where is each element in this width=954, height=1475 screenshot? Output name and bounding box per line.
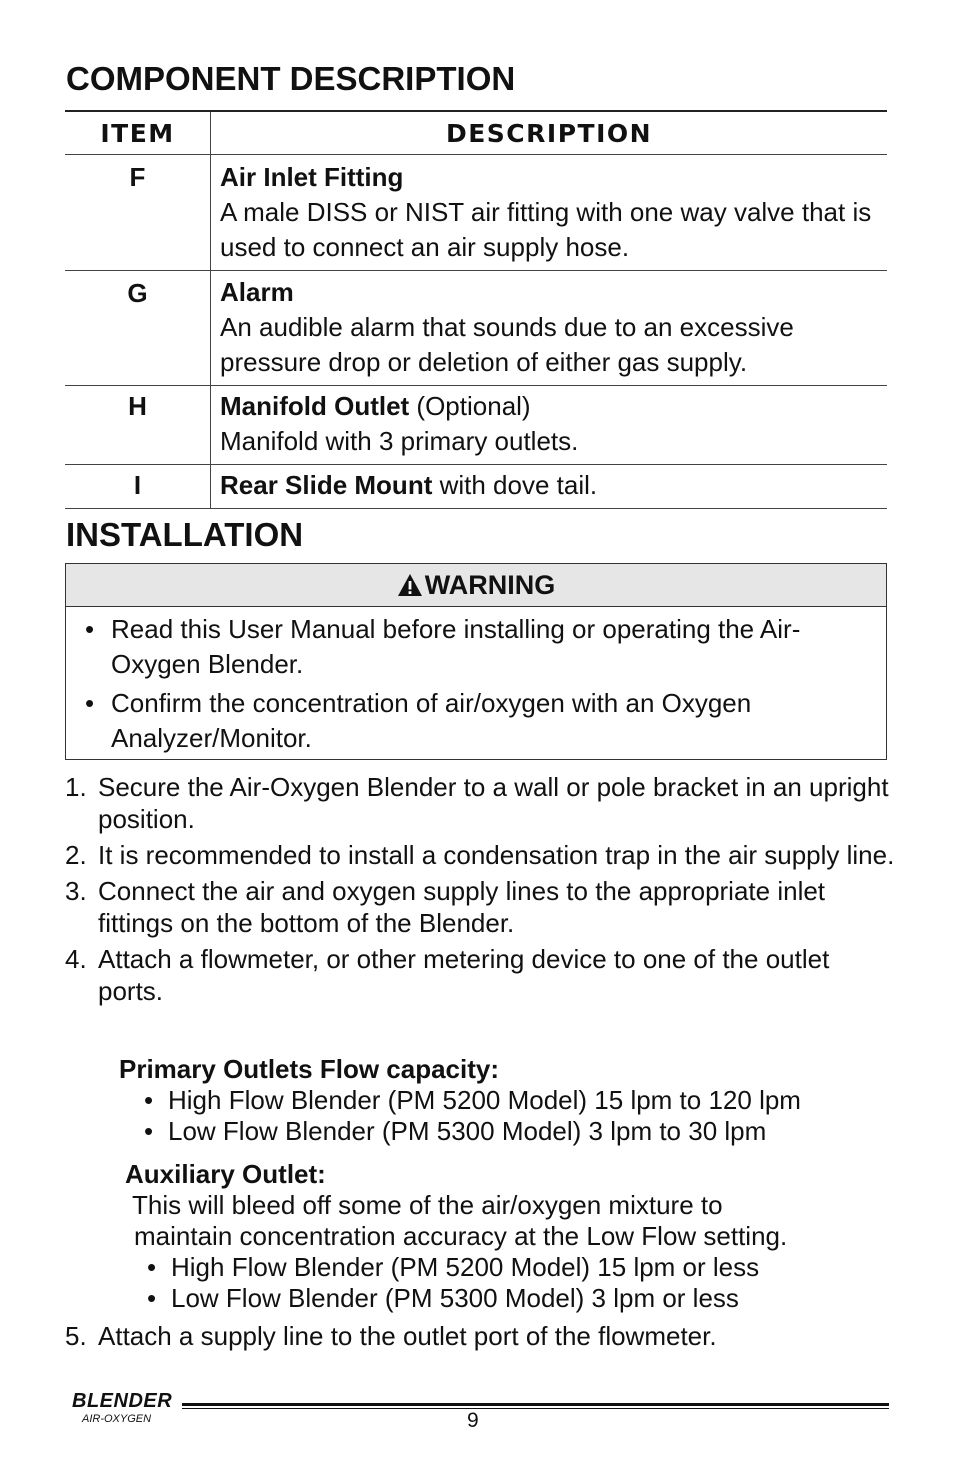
list-item xyxy=(65,839,895,871)
table-row xyxy=(65,386,887,465)
item-description xyxy=(211,155,888,271)
list-item xyxy=(65,771,895,835)
warning-header xyxy=(66,564,886,607)
footer-logo-subtitle: AIR-OXYGEN xyxy=(82,1413,152,1425)
item-column-header: ITEM xyxy=(65,111,211,155)
bullet: • xyxy=(147,1283,157,1313)
item-description xyxy=(211,386,888,465)
installation-title: INSTALLATION xyxy=(66,516,304,553)
component-suffix: (Optional) xyxy=(409,391,531,421)
item-letter: F xyxy=(65,155,211,271)
list-item xyxy=(66,612,886,682)
component-name: Alarm xyxy=(220,277,294,307)
list-item xyxy=(65,1320,895,1352)
page-number: 9 xyxy=(467,1409,479,1432)
page-footer xyxy=(70,1390,890,1430)
item-letter: G xyxy=(65,271,211,386)
bullet: • xyxy=(147,1252,157,1282)
warning-label: WARNING xyxy=(424,569,556,600)
auxiliary-outlet-heading: Auxiliary Outlet: xyxy=(125,1159,326,1189)
item-letter: I xyxy=(65,465,211,509)
list-item xyxy=(65,875,895,939)
component-name: Air Inlet Fitting xyxy=(220,162,404,192)
bullet: • xyxy=(85,614,95,644)
table-row xyxy=(65,465,887,509)
bullet-text: High Flow Blender (PM 5200 Model) 15 lpm or less xyxy=(171,1252,760,1282)
step-text: Attach a supply line to the outlet port of the flowmeter. xyxy=(98,1321,717,1351)
table-row xyxy=(65,271,887,386)
step-number: 3. xyxy=(65,876,87,906)
warning-text: Read this User Manual before installing or operating the Air-Oxygen Blender. xyxy=(111,614,801,679)
list-item xyxy=(144,1085,801,1116)
component-name: Rear Slide Mount xyxy=(220,470,433,500)
list-item xyxy=(66,686,886,756)
bullet: • xyxy=(144,1116,154,1146)
step-text: Secure the Air-Oxygen Blender to a wall or pole bracket in an upright position. xyxy=(98,772,889,834)
step-text: It is recommended to install a condensation trap in the air supply line. xyxy=(98,840,895,870)
component-description-title: COMPONENT DESCRIPTION xyxy=(66,60,516,97)
component-text: A male DISS or NIST air fitting with one way valve that is used to connect an air supply hose. xyxy=(220,197,872,262)
list-item xyxy=(65,943,888,1007)
component-table xyxy=(65,110,887,509)
warning-text: Confirm the concentration of air/oxygen with an Oxygen Analyzer/Monitor. xyxy=(111,688,752,753)
warning-triangle-icon xyxy=(397,573,423,597)
footer-rule-thin xyxy=(182,1408,889,1409)
step-number: 4. xyxy=(65,944,87,974)
component-text: Manifold with 3 primary outlets. xyxy=(220,426,579,456)
component-text: An audible alarm that sounds due to an excessive pressure drop or deletion of either gas supply. xyxy=(220,312,794,377)
step-text: Connect the air and oxygen supply lines to the appropriate inlet fittings on the bottom of the Blender. xyxy=(98,876,826,938)
installation-steps-continued xyxy=(65,1320,895,1356)
description-column-header: DESCRIPTION xyxy=(211,111,888,155)
auxiliary-text-line: maintain concentration accuracy at the Low Flow setting. xyxy=(134,1221,788,1251)
table-row xyxy=(65,155,887,271)
list-item xyxy=(147,1252,787,1283)
warning-box xyxy=(65,563,887,760)
auxiliary-outlet-section xyxy=(125,1159,787,1314)
component-suffix: with dove tail. xyxy=(432,470,598,500)
list-item xyxy=(147,1283,787,1314)
bullet-text: Low Flow Blender (PM 5300 Model) 3 lpm to 30 lpm xyxy=(168,1116,767,1146)
step-number: 2. xyxy=(65,840,87,870)
component-name: Manifold Outlet xyxy=(220,391,410,421)
primary-outlets-heading: Primary Outlets Flow capacity: xyxy=(119,1054,500,1084)
list-item xyxy=(144,1116,801,1147)
bullet: • xyxy=(144,1085,154,1115)
step-number: 1. xyxy=(65,772,87,802)
auxiliary-text-line: This will bleed off some of the air/oxygen mixture to xyxy=(132,1190,723,1220)
warning-list xyxy=(66,607,886,756)
item-description xyxy=(211,465,888,509)
installation-steps xyxy=(65,771,895,1011)
bullet: • xyxy=(85,688,95,718)
item-description xyxy=(211,271,888,386)
footer-logo: BLENDER xyxy=(72,1390,173,1412)
step-number: 5. xyxy=(65,1321,87,1351)
item-letter: H xyxy=(65,386,211,465)
footer-rule-thick xyxy=(182,1403,889,1406)
table-header-row xyxy=(65,111,887,155)
primary-outlets-section xyxy=(119,1054,801,1147)
bullet-text: Low Flow Blender (PM 5300 Model) 3 lpm or less xyxy=(171,1283,739,1313)
bullet-text: High Flow Blender (PM 5200 Model) 15 lpm to 120 lpm xyxy=(168,1085,801,1115)
step-text: Attach a flowmeter, or other metering device to one of the outlet ports. xyxy=(98,944,830,1006)
